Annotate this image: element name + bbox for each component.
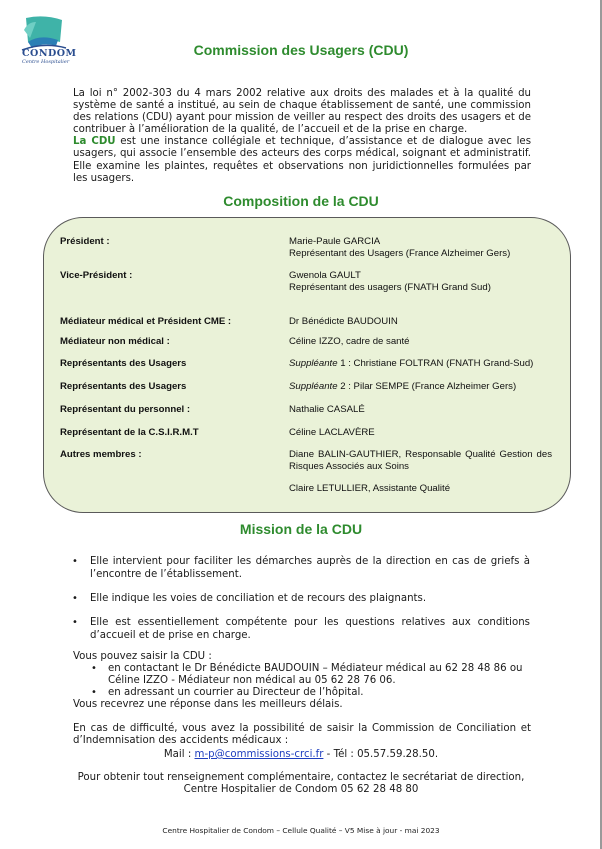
usagers-2-role: Suppléante — [289, 381, 338, 392]
mediateur-medical-label: Médiateur médical et Président CME : — [60, 316, 232, 327]
contact-item — [91, 687, 538, 699]
intro-paragraph-1: La loi n° 2002-303 du 4 mars 2002 relative aux droits des malades et à la qualité du système de santé a institué, au sein de chaque établissement de santé, une commission des relations (CDU) ayant pour mission de veiller au respect des droits des usagers et de contribuer à l’amélioration de la qualité, de l’accueil et de la prise en charge. — [73, 88, 531, 136]
autres-member-2: Claire LETULLIER, Assistante Qualité — [289, 483, 451, 494]
page-title: Commission des Usagers (CDU) — [193, 42, 409, 58]
info-line-1: Pour obtenir tout renseignement complémentaire, contactez le secrétariat de direction, — [77, 772, 525, 783]
usagers-2-text: 2 : Pilar SEMPE (France Alzheimer Gers) — [337, 381, 517, 392]
president-value — [289, 236, 552, 259]
vice-president-value — [289, 270, 552, 293]
csirmt-value: Céline LACLAVÈRE — [289, 427, 375, 438]
mail-label: Mail : — [163, 749, 192, 760]
bullet-icon: • — [72, 593, 78, 604]
cdu-label: La CDU — [73, 136, 116, 148]
bullet-icon: • — [91, 663, 97, 674]
mission-item-text: Elle est essentiellement compétente pour les questions relatives aux conditions d’accueil et de prise en charge. — [90, 617, 530, 641]
president-label: Président : — [60, 236, 110, 247]
csirmt-label: Représentant de la C.S.I.R.M.T — [60, 427, 199, 438]
intro-paragraph-2 — [73, 136, 531, 184]
usagers-1-role: Suppléante — [289, 358, 338, 369]
contact-intro: Vous pouvez saisir la CDU : — [73, 651, 212, 662]
usagers-2-label: Représentants des Usagers — [60, 381, 187, 392]
mission-heading: Mission de la CDU — [239, 521, 363, 537]
bullet-icon: • — [91, 687, 97, 698]
intro-paragraph-2-text: est une instance collégiale et technique, d’assistance et de dialogue avec les usagers, qui associe l’ensemble des acteurs des corps médical, soignant et administratif. Elle examine les plaintes, requêtes et observations non juridictionnelles formulées par les usagers. — [73, 136, 531, 184]
mission-item — [72, 617, 530, 642]
composition-heading: Composition de la CDU — [223, 193, 379, 209]
info-line-2: Centre Hospitalier de Condom 05 62 28 48 80 — [183, 784, 419, 795]
logo-name: CONDOM — [22, 48, 77, 59]
usagers-1-label: Représentants des Usagers — [60, 358, 187, 369]
mission-item-text: Elle indique les voies de conciliation et de recours des plaignants. — [90, 593, 427, 604]
personnel-value: Nathalie CASALÉ — [289, 404, 365, 415]
president-name: Marie-Paule GARCIA — [289, 236, 381, 247]
usagers-1-text: 1 : Christiane FOLTRAN (FNATH Grand-Sud) — [337, 358, 534, 369]
usagers-2-value — [289, 381, 552, 393]
footer: Centre Hospitalier de Condom – Cellule Qualité – V5 Mise à jour - mai 2023 — [162, 826, 440, 835]
vice-president-detail: Représentant des usagers (FNATH Grand Sud) — [289, 281, 491, 293]
bullet-icon: • — [72, 617, 78, 628]
vice-president-label: Vice-Président : — [60, 270, 133, 281]
mediateur-medical-value: Dr Bénédicte BAUDOUIN — [289, 316, 398, 327]
autres-label: Autres membres : — [60, 449, 142, 460]
usagers-1-value — [289, 358, 552, 370]
intro-text — [73, 88, 531, 185]
difficulty-text: En cas de difficulté, vous avez la possibilité de saisir la Commission de Conciliation et d’Indemnisation des accidents médicaux : — [73, 723, 531, 747]
email-link[interactable]: m-p@commissions-crci.fr — [194, 749, 324, 760]
mission-item-text: Elle intervient pour faciliter les démarches auprès de la direction en cas de griefs à l’encontre de l’établissement. — [90, 556, 530, 580]
mediateur-non-medical-value: Céline IZZO, cadre de santé — [289, 336, 410, 347]
logo-subtitle: Centre Hospitalier — [22, 59, 70, 65]
contact-item-text: en contactant le Dr Bénédicte BAUDOUIN – Médiateur médical au 62 28 48 86 ou Céline IZZO - Médiateur non médical au 05 62 28 76 06. — [108, 663, 523, 687]
mail-line — [0, 749, 602, 760]
contact-item-text: en adressant un courrier au Directeur de l’hôpital. — [108, 687, 364, 698]
vice-president-name: Gwenola GAULT — [289, 270, 361, 281]
president-detail: Représentant des Usagers (France Alzheimer Gers) — [289, 247, 511, 259]
mission-item — [72, 593, 530, 606]
personnel-label: Représentant du personnel : — [60, 404, 191, 415]
autres-member-1: Diane BALIN-GAUTHIER, Responsable Qualité Gestion des Risques Associés aux Soins — [289, 449, 552, 472]
tel-text: - Tél : 05.57.59.28.50. — [323, 749, 439, 760]
contact-item — [91, 663, 538, 687]
mission-item — [72, 556, 530, 581]
mediateur-non-medical-label: Médiateur non médical : — [60, 336, 170, 347]
contact-response: Vous recevrez une réponse dans les meilleurs délais. — [73, 699, 343, 710]
bullet-icon: • — [72, 556, 78, 567]
